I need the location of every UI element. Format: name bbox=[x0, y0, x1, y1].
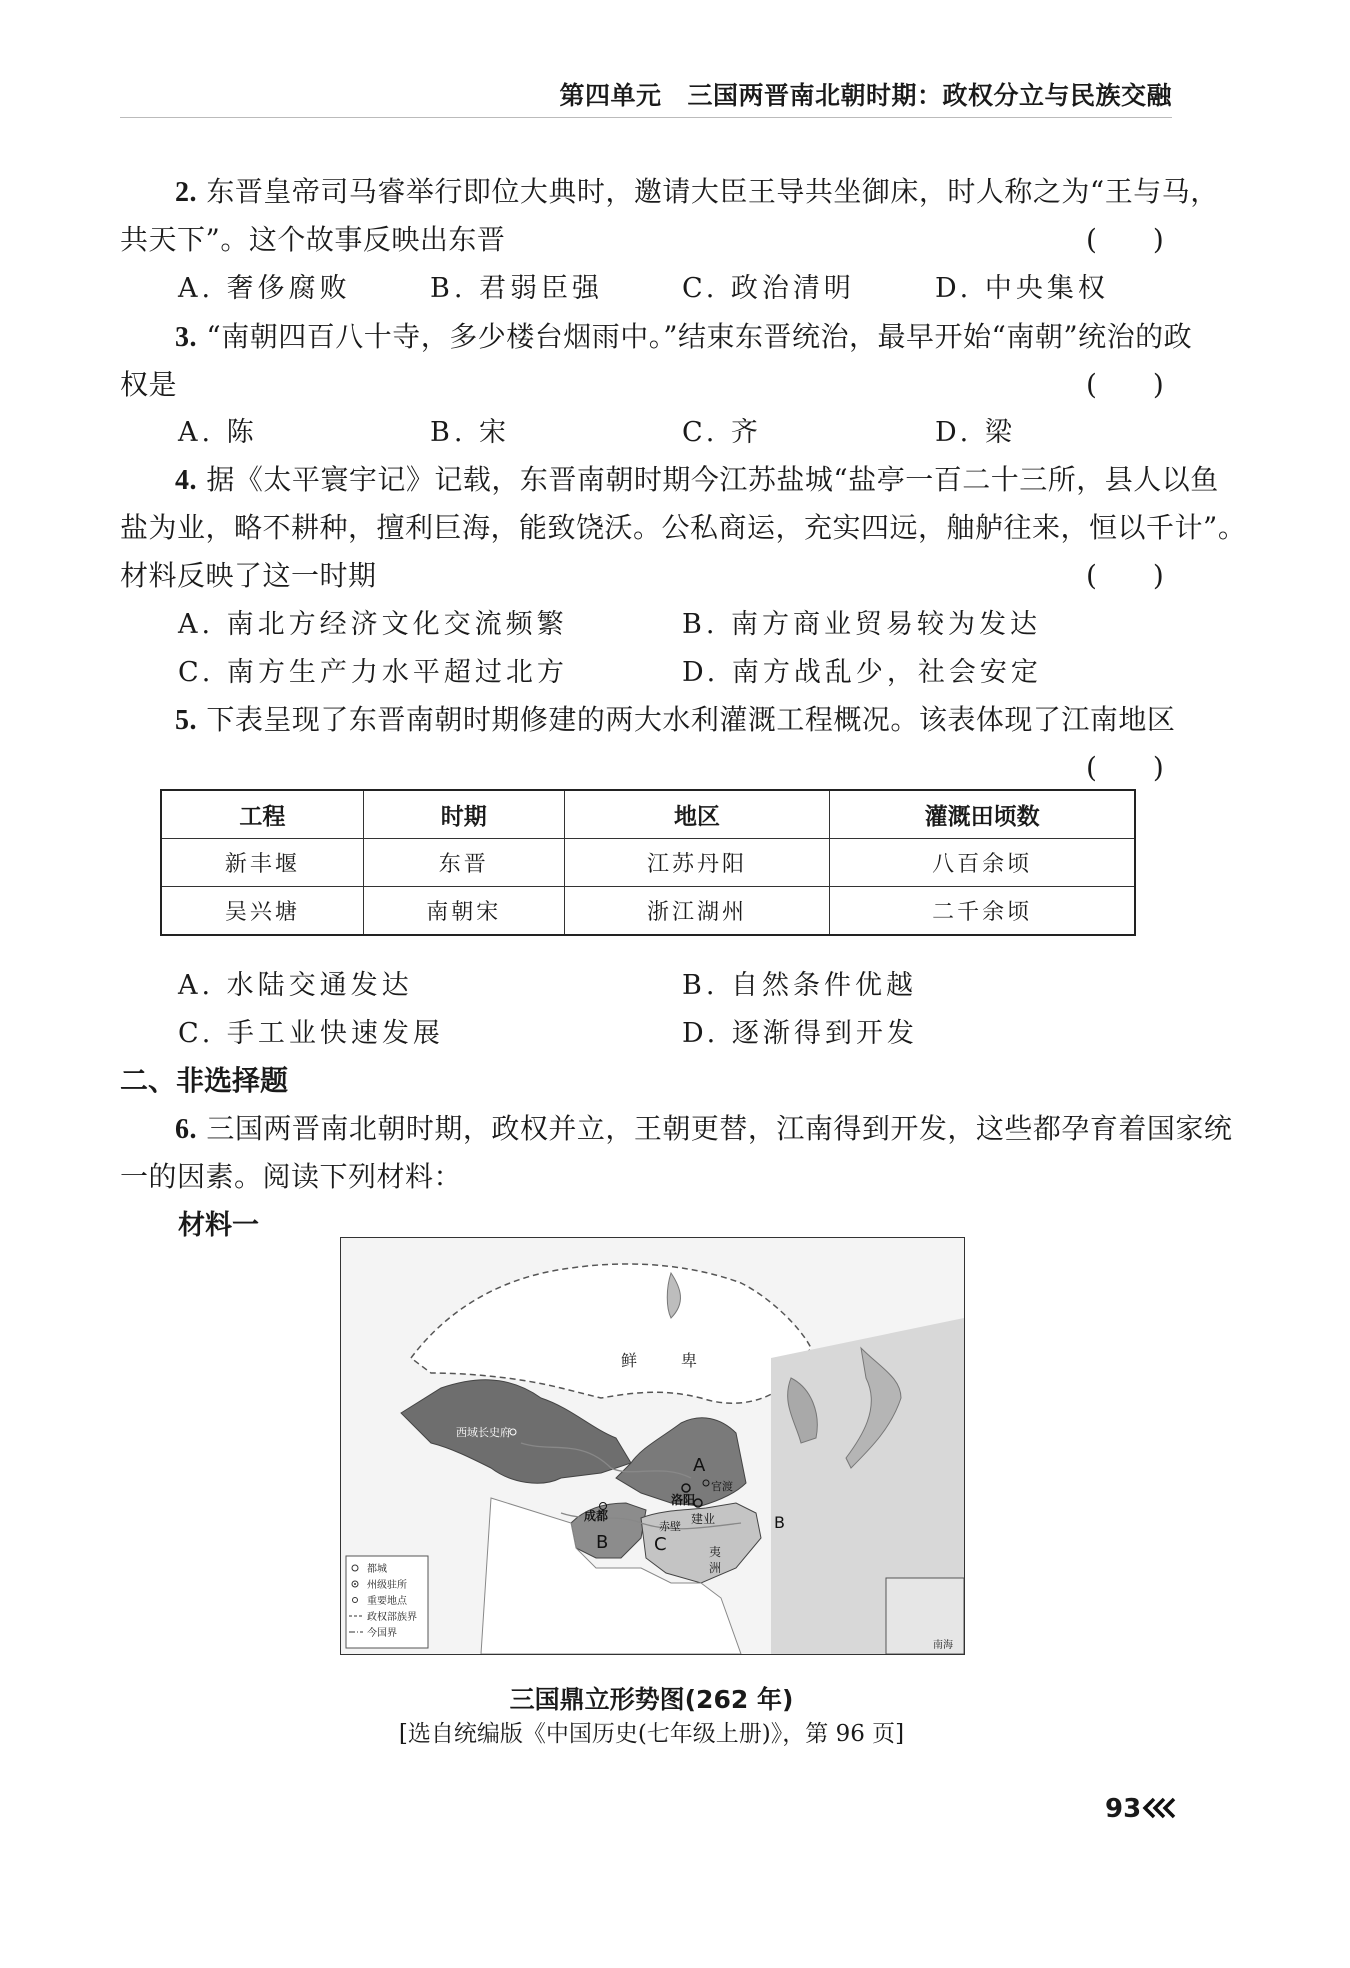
q4-number: 4. bbox=[175, 465, 197, 496]
table-header-row bbox=[161, 790, 1135, 839]
header-rule bbox=[120, 117, 1172, 118]
q5-option-c: C. 手工业快速发展 bbox=[178, 1018, 444, 1049]
table-cell: 新丰堰 bbox=[161, 839, 363, 887]
table-row bbox=[161, 887, 1135, 936]
table-header: 时期 bbox=[363, 790, 564, 839]
q3-option-d: D. 梁 bbox=[935, 417, 1016, 448]
legend-regime-border: 政权部族界 bbox=[367, 1612, 417, 1623]
q3-line2: 权是 bbox=[120, 368, 178, 401]
label-a: A bbox=[693, 1455, 706, 1476]
label-zhou: 洲 bbox=[709, 1561, 722, 1575]
label-luoyang: 洛阳 bbox=[671, 1493, 696, 1507]
q4-option-d: D. 南方战乱少，社会安定 bbox=[682, 657, 1042, 688]
q2-option-b: B. 君弱臣强 bbox=[430, 273, 604, 304]
label-xianbei-2: 卑 bbox=[681, 1351, 698, 1370]
material-label: 材料一 bbox=[178, 1210, 259, 1241]
table-cell: 浙江湖州 bbox=[564, 887, 829, 936]
q6-line2: 一的因素。阅读下列材料： bbox=[120, 1160, 463, 1193]
q2-text1: 东晋皇帝司马睿举行即位大典时，邀请大臣王导共坐御床，时人称之为“王与马， bbox=[206, 175, 1219, 208]
q5-answer-paren: ( ) bbox=[1086, 751, 1164, 784]
legend-prefecture: 州级驻所 bbox=[367, 1580, 407, 1591]
q2-option-a: A. 奢侈腐败 bbox=[178, 273, 351, 304]
q4-option-a: A. 南北方经济文化交流频繁 bbox=[178, 609, 568, 640]
map-caption: 三国鼎立形势图(262 年) bbox=[509, 1685, 794, 1714]
q4-line3: 材料反映了这一时期 bbox=[120, 559, 377, 592]
page-number: 93 bbox=[1105, 1794, 1142, 1824]
unit-title: 三国两晋南北朝时期：政权分立与民族交融 bbox=[687, 81, 1172, 110]
label-b-inset: B bbox=[774, 1513, 785, 1532]
table-cell: 吴兴塘 bbox=[161, 887, 363, 936]
table-cell: 八百余顷 bbox=[830, 839, 1135, 887]
table-cell: 二千余顷 bbox=[830, 887, 1135, 936]
label-nanhai: 南海 bbox=[933, 1640, 953, 1651]
three-kingdoms-map bbox=[340, 1237, 965, 1655]
unit-label: 第四单元 bbox=[559, 81, 662, 110]
q2-number: 2. bbox=[175, 177, 197, 208]
table-header: 灌溉田顷数 bbox=[830, 790, 1135, 839]
q5-line1 bbox=[175, 698, 1175, 738]
q5-number: 5. bbox=[175, 705, 197, 736]
table-header: 地区 bbox=[564, 790, 829, 839]
q2-line2: 共天下”。这个故事反映出东晋 bbox=[120, 223, 506, 256]
q4-text1: 据《太平寰宇记》记载，东晋南朝时期今江苏盐城“盐亭一百二十三所，县人以鱼 bbox=[206, 463, 1219, 496]
label-guandu: 官渡 bbox=[711, 1480, 733, 1493]
q6-text1: 三国两晋南北朝时期，政权并立，王朝更替，江南得到开发，这些都孕育着国家统 bbox=[206, 1112, 1233, 1145]
legend-modern-border: 今国界 bbox=[367, 1628, 397, 1639]
map-source: [选自统编版《中国历史(七年级上册)》，第 96 页] bbox=[398, 1721, 905, 1747]
q3-option-a: A. 陈 bbox=[178, 417, 258, 448]
running-header bbox=[120, 76, 1172, 112]
map-graphic bbox=[341, 1238, 964, 1654]
table-row bbox=[161, 839, 1135, 887]
q4-option-c: C. 南方生产力水平超过北方 bbox=[178, 657, 568, 688]
label-xianbei-1: 鲜 bbox=[621, 1351, 638, 1370]
q3-option-b: B. 宋 bbox=[430, 417, 511, 448]
legend-key-place: 重要地点 bbox=[367, 1596, 407, 1607]
irrigation-table bbox=[160, 789, 1136, 936]
q3-number: 3. bbox=[175, 322, 197, 353]
q2-option-d: D. 中央集权 bbox=[935, 273, 1109, 304]
q2-line1 bbox=[175, 170, 1219, 210]
label-chengdu: 成都 bbox=[584, 1509, 609, 1523]
table-header: 工程 bbox=[161, 790, 363, 839]
q3-option-c: C. 齐 bbox=[682, 417, 762, 448]
table-cell: 南朝宋 bbox=[363, 887, 564, 936]
label-c: C bbox=[654, 1534, 667, 1555]
label-b: B bbox=[596, 1532, 609, 1553]
q4-answer-paren: ( ) bbox=[1086, 559, 1164, 592]
q4-line2: 盐为业，略不耕种，擅利巨海，能致饶沃。公私商运，充实四远，舳舻往来，恒以千计”。 bbox=[120, 511, 1247, 544]
q3-text1: “南朝四百八十寺，多少楼台烟雨中。”结束东晋统治，最早开始“南朝”统治的政 bbox=[206, 320, 1193, 353]
table-cell: 东晋 bbox=[363, 839, 564, 887]
q5-option-b: B. 自然条件优越 bbox=[682, 970, 918, 1001]
q5-option-d: D. 逐渐得到开发 bbox=[682, 1018, 918, 1049]
q6-number: 6. bbox=[175, 1114, 197, 1145]
chevrons-left-icon bbox=[1142, 1797, 1180, 1819]
q4-option-b: B. 南方商业贸易较为发达 bbox=[682, 609, 1042, 640]
q5-option-a: A. 水陆交通发达 bbox=[178, 970, 413, 1001]
label-chibi: 赤壁 bbox=[659, 1520, 681, 1533]
section-title: 二、非选择题 bbox=[120, 1064, 289, 1097]
label-yi: 夷 bbox=[709, 1545, 722, 1559]
table-cell: 江苏丹阳 bbox=[564, 839, 829, 887]
q5-text1: 下表呈现了东晋南朝时期修建的两大水利灌溉工程概况。该表体现了江南地区 bbox=[206, 703, 1176, 736]
q3-answer-paren: ( ) bbox=[1086, 368, 1164, 401]
q2-answer-paren: ( ) bbox=[1086, 223, 1164, 256]
q6-line1 bbox=[175, 1107, 1232, 1147]
legend-capital: 都城 bbox=[367, 1564, 387, 1575]
label-jianye: 建业 bbox=[691, 1512, 716, 1526]
q4-line1 bbox=[175, 458, 1219, 498]
label-xiyu: 西域长史府 bbox=[456, 1426, 511, 1439]
q3-line1 bbox=[175, 315, 1192, 355]
q2-option-c: C. 政治清明 bbox=[682, 273, 855, 304]
